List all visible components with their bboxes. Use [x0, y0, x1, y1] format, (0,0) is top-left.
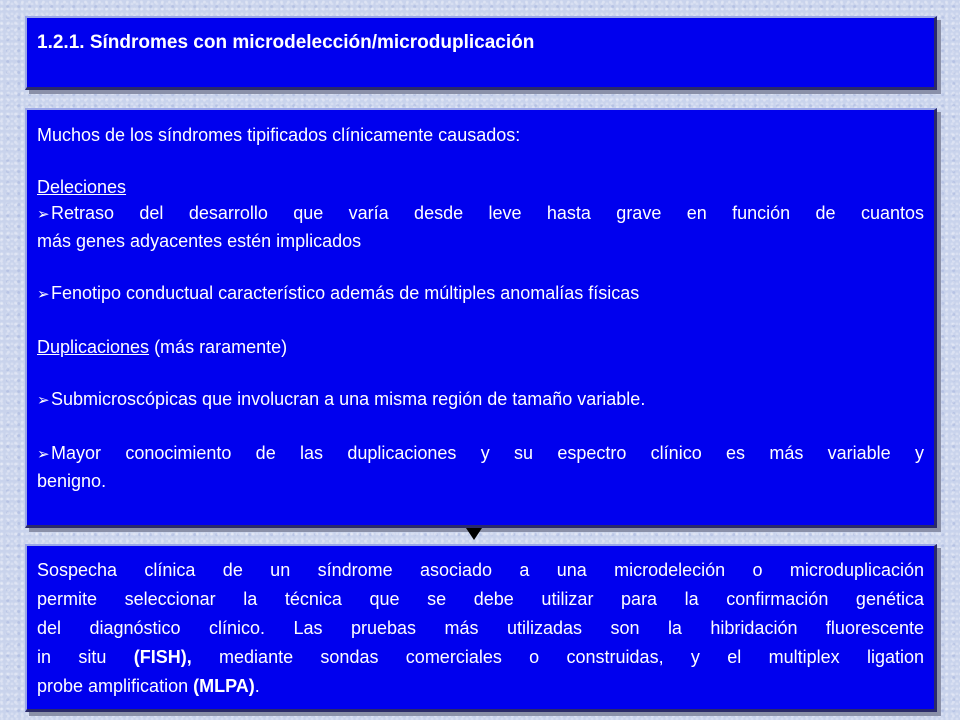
duplication-bullet-2-line2: benigno. — [37, 471, 107, 491]
bottom-line-4-post: mediante sondas comerciales o construidas, y el multiplex ligation — [191, 647, 924, 667]
bottom-box — [25, 544, 937, 712]
duplication-bullet-2-line1: Mayor conocimiento de las duplicaciones y su espectro clínico es más variable y — [51, 443, 924, 463]
bottom-line-4 — [37, 643, 924, 672]
deletion-bullet-1-line1: Retraso del desarrollo que varía desde leve hasta grave en función de cuantos — [51, 203, 924, 223]
bottom-line-3: del diagnóstico clínico. Las pruebas más utilizadas son la hibridación fluorescente — [37, 618, 924, 638]
bottom-line-5 — [37, 672, 924, 701]
bottom-line-1: Sospecha clínica de un síndrome asociado a una microdeleción o microduplicación — [37, 560, 924, 580]
deletion-bullet-1 — [37, 200, 924, 228]
arrow-bullet-icon: ➢ — [37, 206, 50, 223]
mlpa-label: (MLPA) — [193, 676, 255, 696]
duplications-heading: Duplicaciones — [37, 337, 150, 357]
bottom-line-2: permite seleccionar la técnica que se debe utilizar para la confirmación genética — [37, 589, 924, 609]
deletion-bullet-2-text: Fenotipo conductual característico además de múltiples anomalías físicas — [51, 283, 640, 303]
arrow-bullet-icon: ➢ — [37, 286, 50, 303]
duplication-bullet-1 — [37, 386, 924, 414]
fish-label: (FISH), — [133, 647, 192, 667]
main-content-box — [25, 108, 937, 528]
bottom-line-5-post: . — [254, 676, 260, 696]
down-arrow-icon — [466, 528, 482, 540]
duplications-heading-row — [37, 334, 924, 360]
arrow-bullet-icon: ➢ — [37, 392, 50, 409]
bottom-line-4-pre: in situ — [37, 647, 134, 667]
spacer — [37, 414, 924, 440]
deletion-bullet-2 — [37, 280, 924, 308]
spacer — [37, 148, 924, 174]
spacer — [37, 308, 924, 334]
title-box — [25, 16, 937, 90]
spacer — [37, 360, 924, 386]
intro-text: Muchos de los síndromes tipificados clínicamente causados: — [37, 125, 521, 145]
duplication-bullet-1-text: Submicroscópicas que involucran a una misma región de tamaño variable. — [51, 389, 646, 409]
duplications-note: (más raramente) — [149, 337, 288, 357]
spacer — [37, 254, 924, 280]
slide-title: 1.2.1. Síndromes con microdelección/microduplicación — [37, 32, 535, 53]
bottom-line-5-pre: probe amplification — [37, 676, 194, 696]
deletion-bullet-1-line2: más genes adyacentes estén implicados — [37, 231, 362, 251]
duplication-bullet-2 — [37, 440, 924, 468]
arrow-bullet-icon: ➢ — [37, 446, 50, 463]
deletions-heading: Deleciones — [37, 177, 127, 197]
